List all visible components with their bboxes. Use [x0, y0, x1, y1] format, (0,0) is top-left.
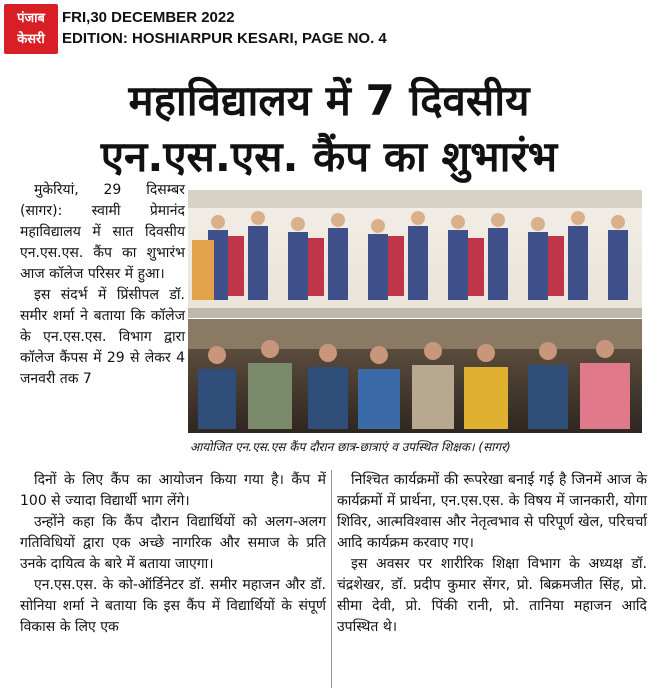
- edition-info: EDITION: HOSHIARPUR KESARI, PAGE NO. 4: [62, 30, 387, 47]
- logo-line-1: पंजाब: [17, 11, 45, 26]
- photo-caption: आयोजित एन.एस.एस कैंप दौरान छात्र-छात्राएं व उपस्थित शिक्षक। (सागर): [190, 440, 511, 454]
- logo-line-2: केसरी: [17, 32, 45, 47]
- article-paragraph: दिनों के लिए कैंप का आयोजन किया गया है। कैंप में 100 से ज्यादा विद्यार्थी भाग लेंगे।: [20, 472, 326, 509]
- article-column-1: [20, 180, 185, 390]
- headline-line-2: एन.एस.एस. कैंप का शुभारंभ: [100, 132, 558, 181]
- article-column-2: [20, 470, 326, 638]
- article-paragraph: इस संदर्भ में प्रिंसीपल डॉ. समीर शर्मा ने बताया कि कॉलेज के एन.एस.एस. विभाग द्वारा कॉलेज कैंपस में 29 से लेकर 4 जनवरी तक 7: [20, 287, 185, 387]
- teachers-students-photo: [188, 319, 642, 433]
- article-paragraph: मुकेरियां, 29 दिसम्बर (सागर): स्वामी प्रेमानंद महाविद्यालय में सात दिवसीय एन.एस.एस. कैंप का शुभारंभ आज कॉलेज परिसर में हुआ।: [20, 182, 185, 282]
- publication-meta: [62, 7, 387, 49]
- article-paragraph: इस अवसर पर शारीरिक शिक्षा विभाग के अध्यक्ष डॉ. चंद्रशेखर, डॉ. प्रदीप कुमार सेंगर, प्रो. बिक्रमजीत सिंह, प्रो. सीमा देवी, प्रो. पिंकी रानी, प्रो. तानिया महाजन आदि उपस्थित थे।: [337, 556, 647, 635]
- article-column-3: [337, 470, 647, 638]
- column-divider: [331, 470, 332, 688]
- headline-line-1: महाविद्यालय में 7 दिवसीय: [128, 76, 530, 125]
- newspaper-logo: [4, 4, 58, 54]
- article-paragraph: एन.एस.एस. के को-ऑर्डिनेटर डॉ. समीर महाजन और डॉ. सोनिया शर्मा ने बताया कि इस कैंप में विद्यार्थियों के संपूर्ण विकास के लिए एक: [20, 577, 326, 635]
- yoga-session-photo: [188, 190, 642, 318]
- article-paragraph: निश्चित कार्यक्रमों की रूपरेखा बनाई गई है जिनमें आज के कार्यक्रमों में प्रार्थना, एन.एस.एस. के विषय में जानकारी, योगा शिविर, आत्मविश्वास और नेतृत्वभाव से परिपूर्ण खेल, परिचर्चा आदि कार्यक्रम करवाए गए।: [337, 472, 647, 551]
- publication-date: FRI,30 DECEMBER 2022: [62, 9, 235, 26]
- article-paragraph: उन्होंने कहा कि कैंप दौरान विद्यार्थियों को अलग-अलग गतिविधियों द्वारा एक अच्छे नागरिक और समाज के प्रति उनके दायित्व के बारे में बताया जाएगा।: [20, 514, 326, 572]
